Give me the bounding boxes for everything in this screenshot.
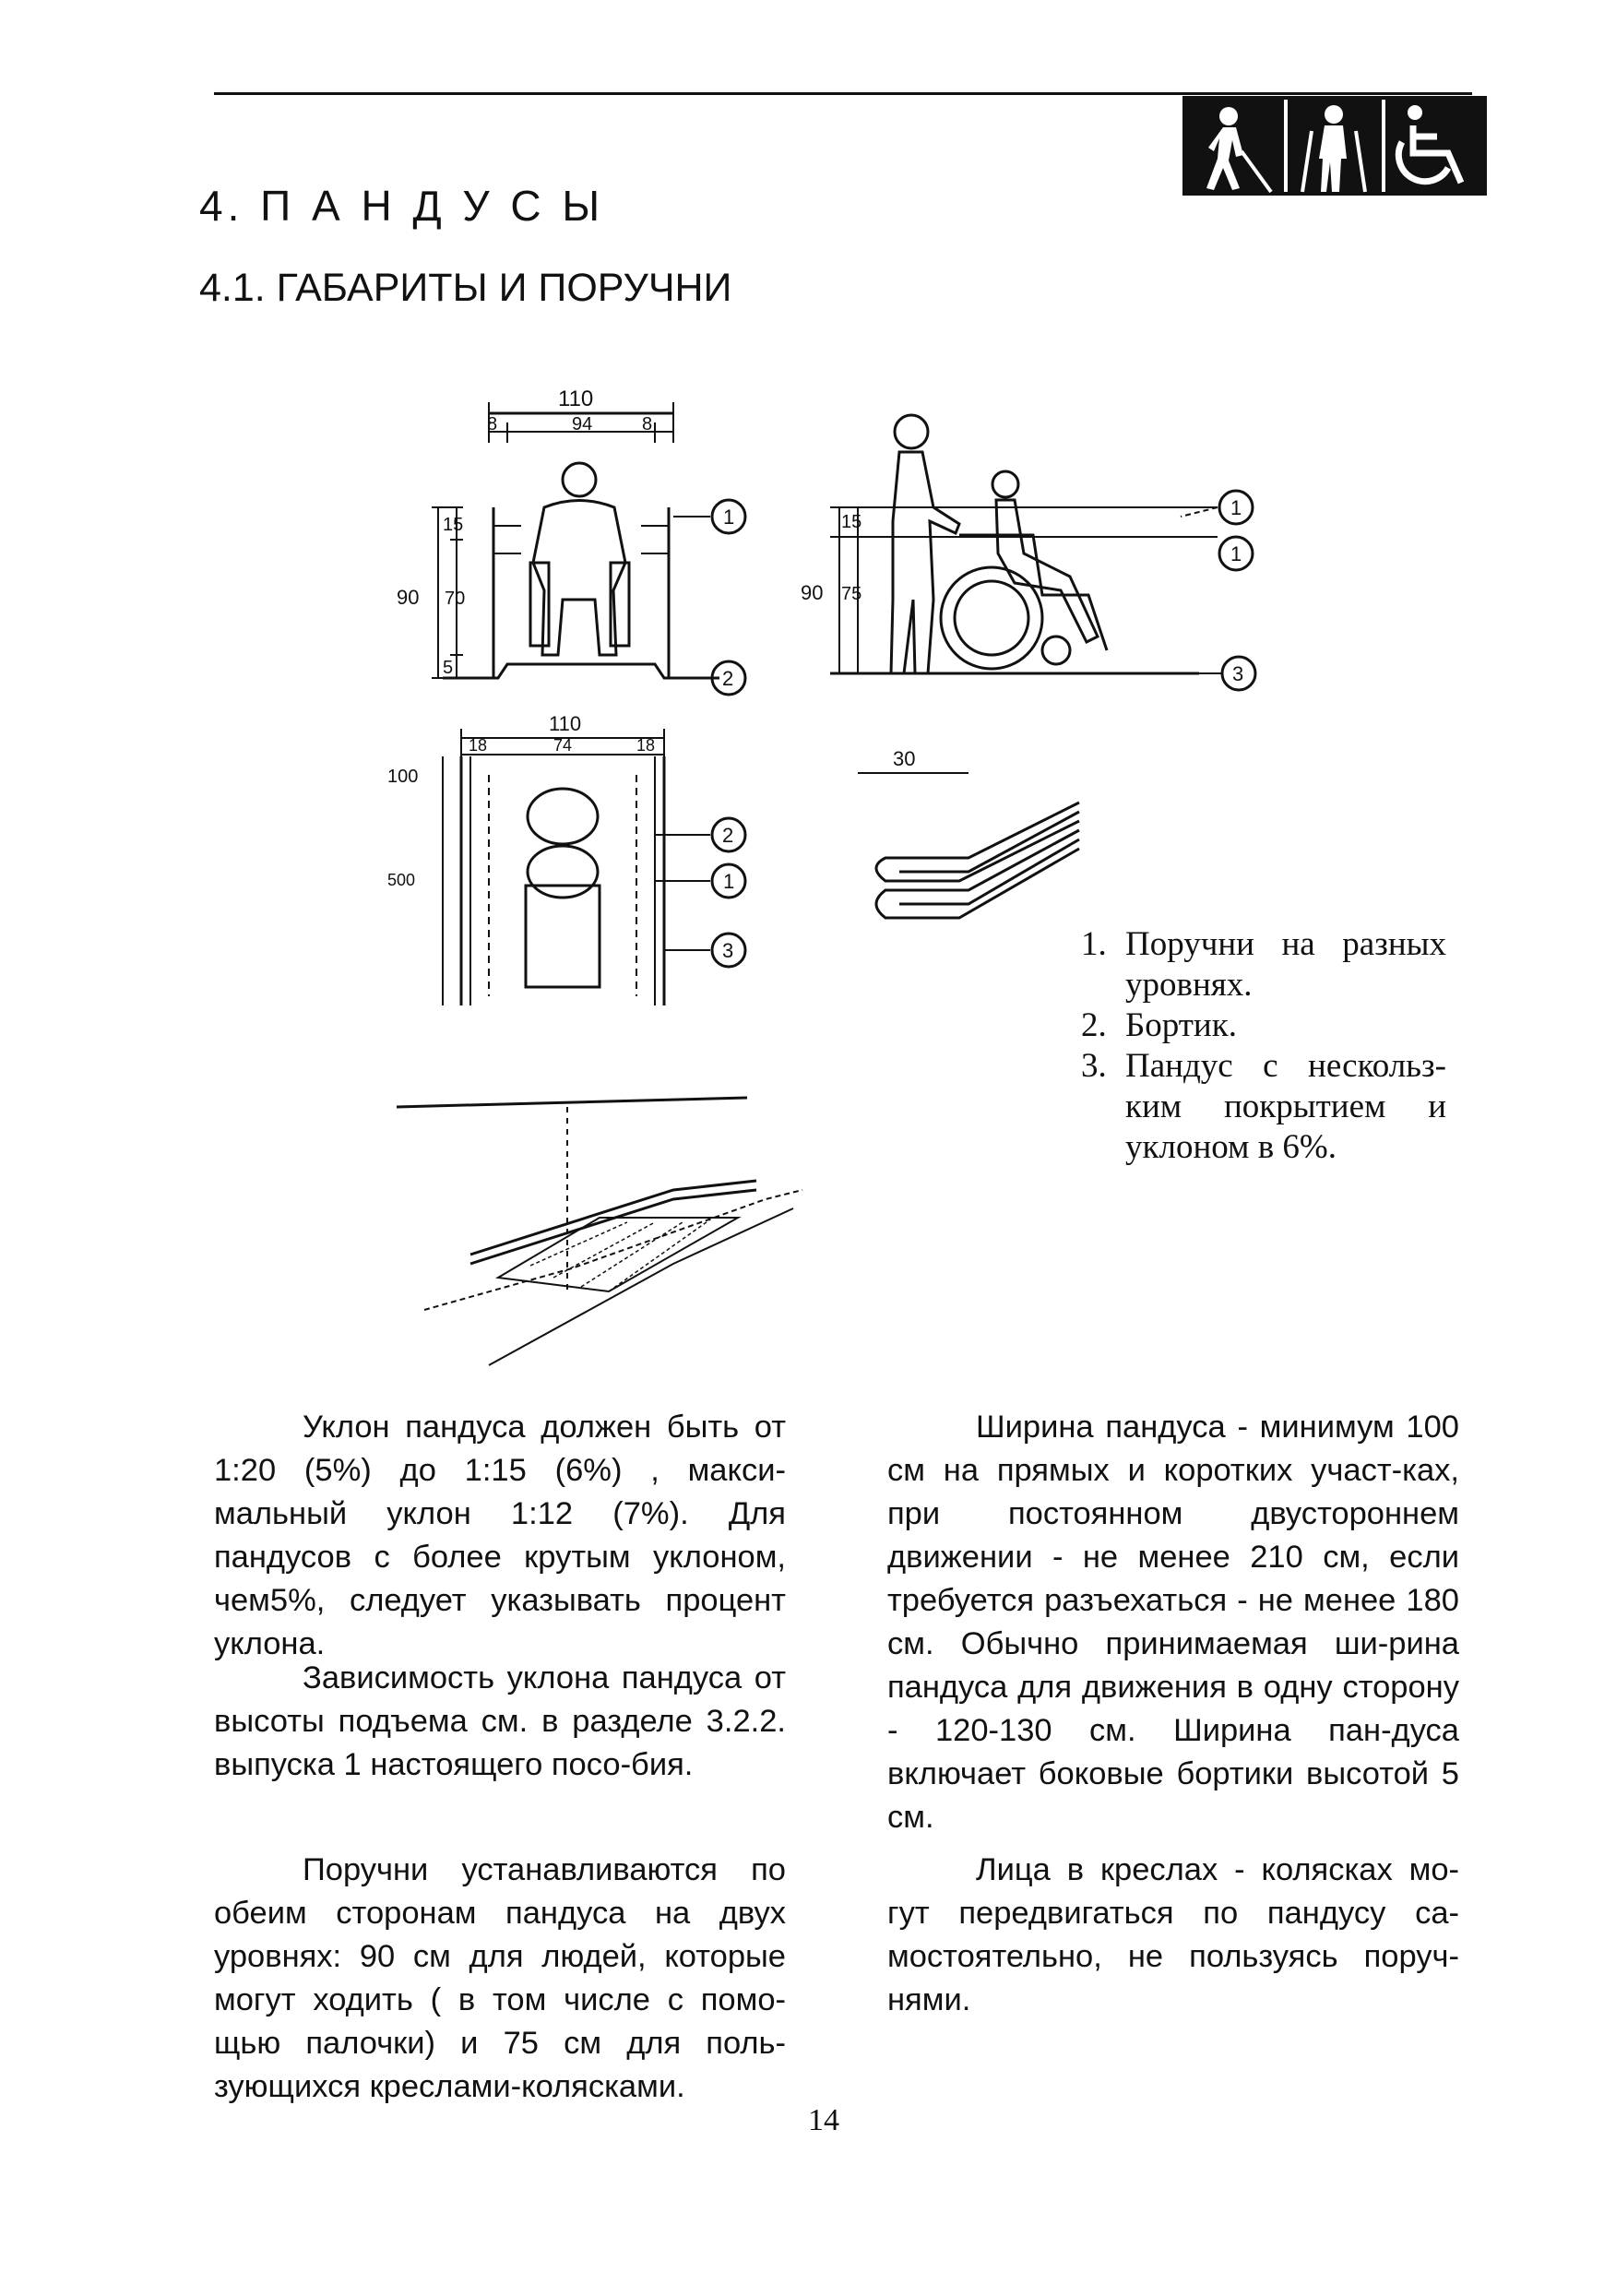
handrail-dim: 30 — [893, 747, 916, 770]
page-number: 14 — [808, 2103, 839, 2137]
ramp-perspective-diagram — [397, 1098, 802, 1365]
figure-legend — [1081, 924, 1446, 1168]
side-callout-3: 3 — [1232, 662, 1244, 685]
side-callout-1: 1 — [1230, 496, 1242, 519]
side-left-dim-2: 75 — [841, 584, 862, 604]
paragraph-slope: Уклон пандуса должен быть от 1:20 (5%) до 1:15 (6%) , макси-мальный уклон 1:12 (7%). Для пандусов с более крутым уклоном, чем5%, следует указывать процент уклона. — [214, 1410, 786, 1661]
legend-text: Пандус с нескольз-ким покрытием и уклоном в 6%. — [1125, 1047, 1446, 1166]
paragraph-width: Ширина пандуса - минимум 100 см на прямых и коротких участ-ках, при постоянном двустороннем движении - не менее 210 см, если требуется разъехаться - не менее 180 см. Обычно принимаемая ши-рина пандуса для движения в одну сторону - 120-130 см. Ширина пан-дуса включает боковые бортики высотой 5 см. — [887, 1410, 1459, 1835]
legend-text: Бортик. — [1125, 1006, 1237, 1044]
plan-sub-dim-2: 74 — [553, 736, 573, 755]
subsection-title: 4.1. ГАБАРИТЫ И ПОРУЧНИ — [199, 266, 732, 310]
front-view-diagram — [397, 387, 745, 695]
front-sub-dim-3: 8 — [642, 414, 653, 434]
plan-callout-2: 1 — [723, 870, 735, 893]
front-top-dim: 110 — [558, 387, 594, 411]
front-callout-1: 1 — [723, 506, 735, 529]
side-left-dim-1: 15 — [841, 512, 862, 532]
front-sub-dim-1: 8 — [487, 414, 498, 434]
top-rule — [214, 92, 1472, 95]
plan-top-dim: 110 — [549, 712, 582, 735]
side-total-dim: 90 — [801, 581, 824, 604]
front-left-dim-3: 5 — [443, 658, 454, 678]
handrail-detail-diagram — [858, 747, 1079, 918]
accessibility-icons — [1182, 96, 1487, 196]
plan-left-dim-2: 500 — [387, 871, 416, 889]
paragraph-handrails: Поручни устанавливаются по обеим сторонам пандуса на двух уровнях: 90 см для людей, которые могут ходить ( в том числе с помо-щью палочки) и 75 см для поль-зующихся креслами-колясками. — [214, 1852, 786, 2104]
front-sub-dim-2: 94 — [572, 414, 593, 434]
legend-item — [1081, 924, 1446, 1005]
legend-item — [1081, 1005, 1446, 1046]
paragraph-wheelchair: Лица в креслах - колясках мо-гут передвигаться по пандусу са-мостоятельно, не пользуясь поруч-нями. — [887, 1852, 1459, 2017]
legend-num: 3. — [1081, 1047, 1107, 1085]
plan-callout-1: 2 — [722, 824, 734, 847]
plan-view-diagram — [387, 712, 745, 1005]
legend-text: Поручни на разных уровнях. — [1125, 925, 1446, 1004]
front-callout-2: 2 — [722, 667, 734, 690]
side-view-diagram — [801, 415, 1255, 690]
section-title: 4. П А Н Д У С Ы — [199, 182, 605, 230]
front-left-dim-2: 70 — [445, 589, 466, 609]
plan-left-dim-1: 100 — [387, 767, 419, 787]
side-callout-2: 1 — [1230, 542, 1242, 565]
plan-sub-dim-3: 18 — [636, 736, 656, 755]
legend-item — [1081, 1046, 1446, 1168]
plan-sub-dim-1: 18 — [469, 736, 488, 755]
plan-callout-3: 3 — [722, 939, 734, 962]
paragraph-dependence: Зависимость уклона пандуса от высоты подъема см. в разделе 3.2.2. выпуска 1 настоящего посо-бия. — [214, 1660, 786, 1782]
legend-num: 1. — [1081, 925, 1107, 963]
ramp-figure — [369, 369, 1476, 1384]
legend-num: 2. — [1081, 1006, 1107, 1044]
front-left-dim-1: 15 — [443, 515, 464, 535]
front-total-dim: 90 — [397, 586, 420, 609]
